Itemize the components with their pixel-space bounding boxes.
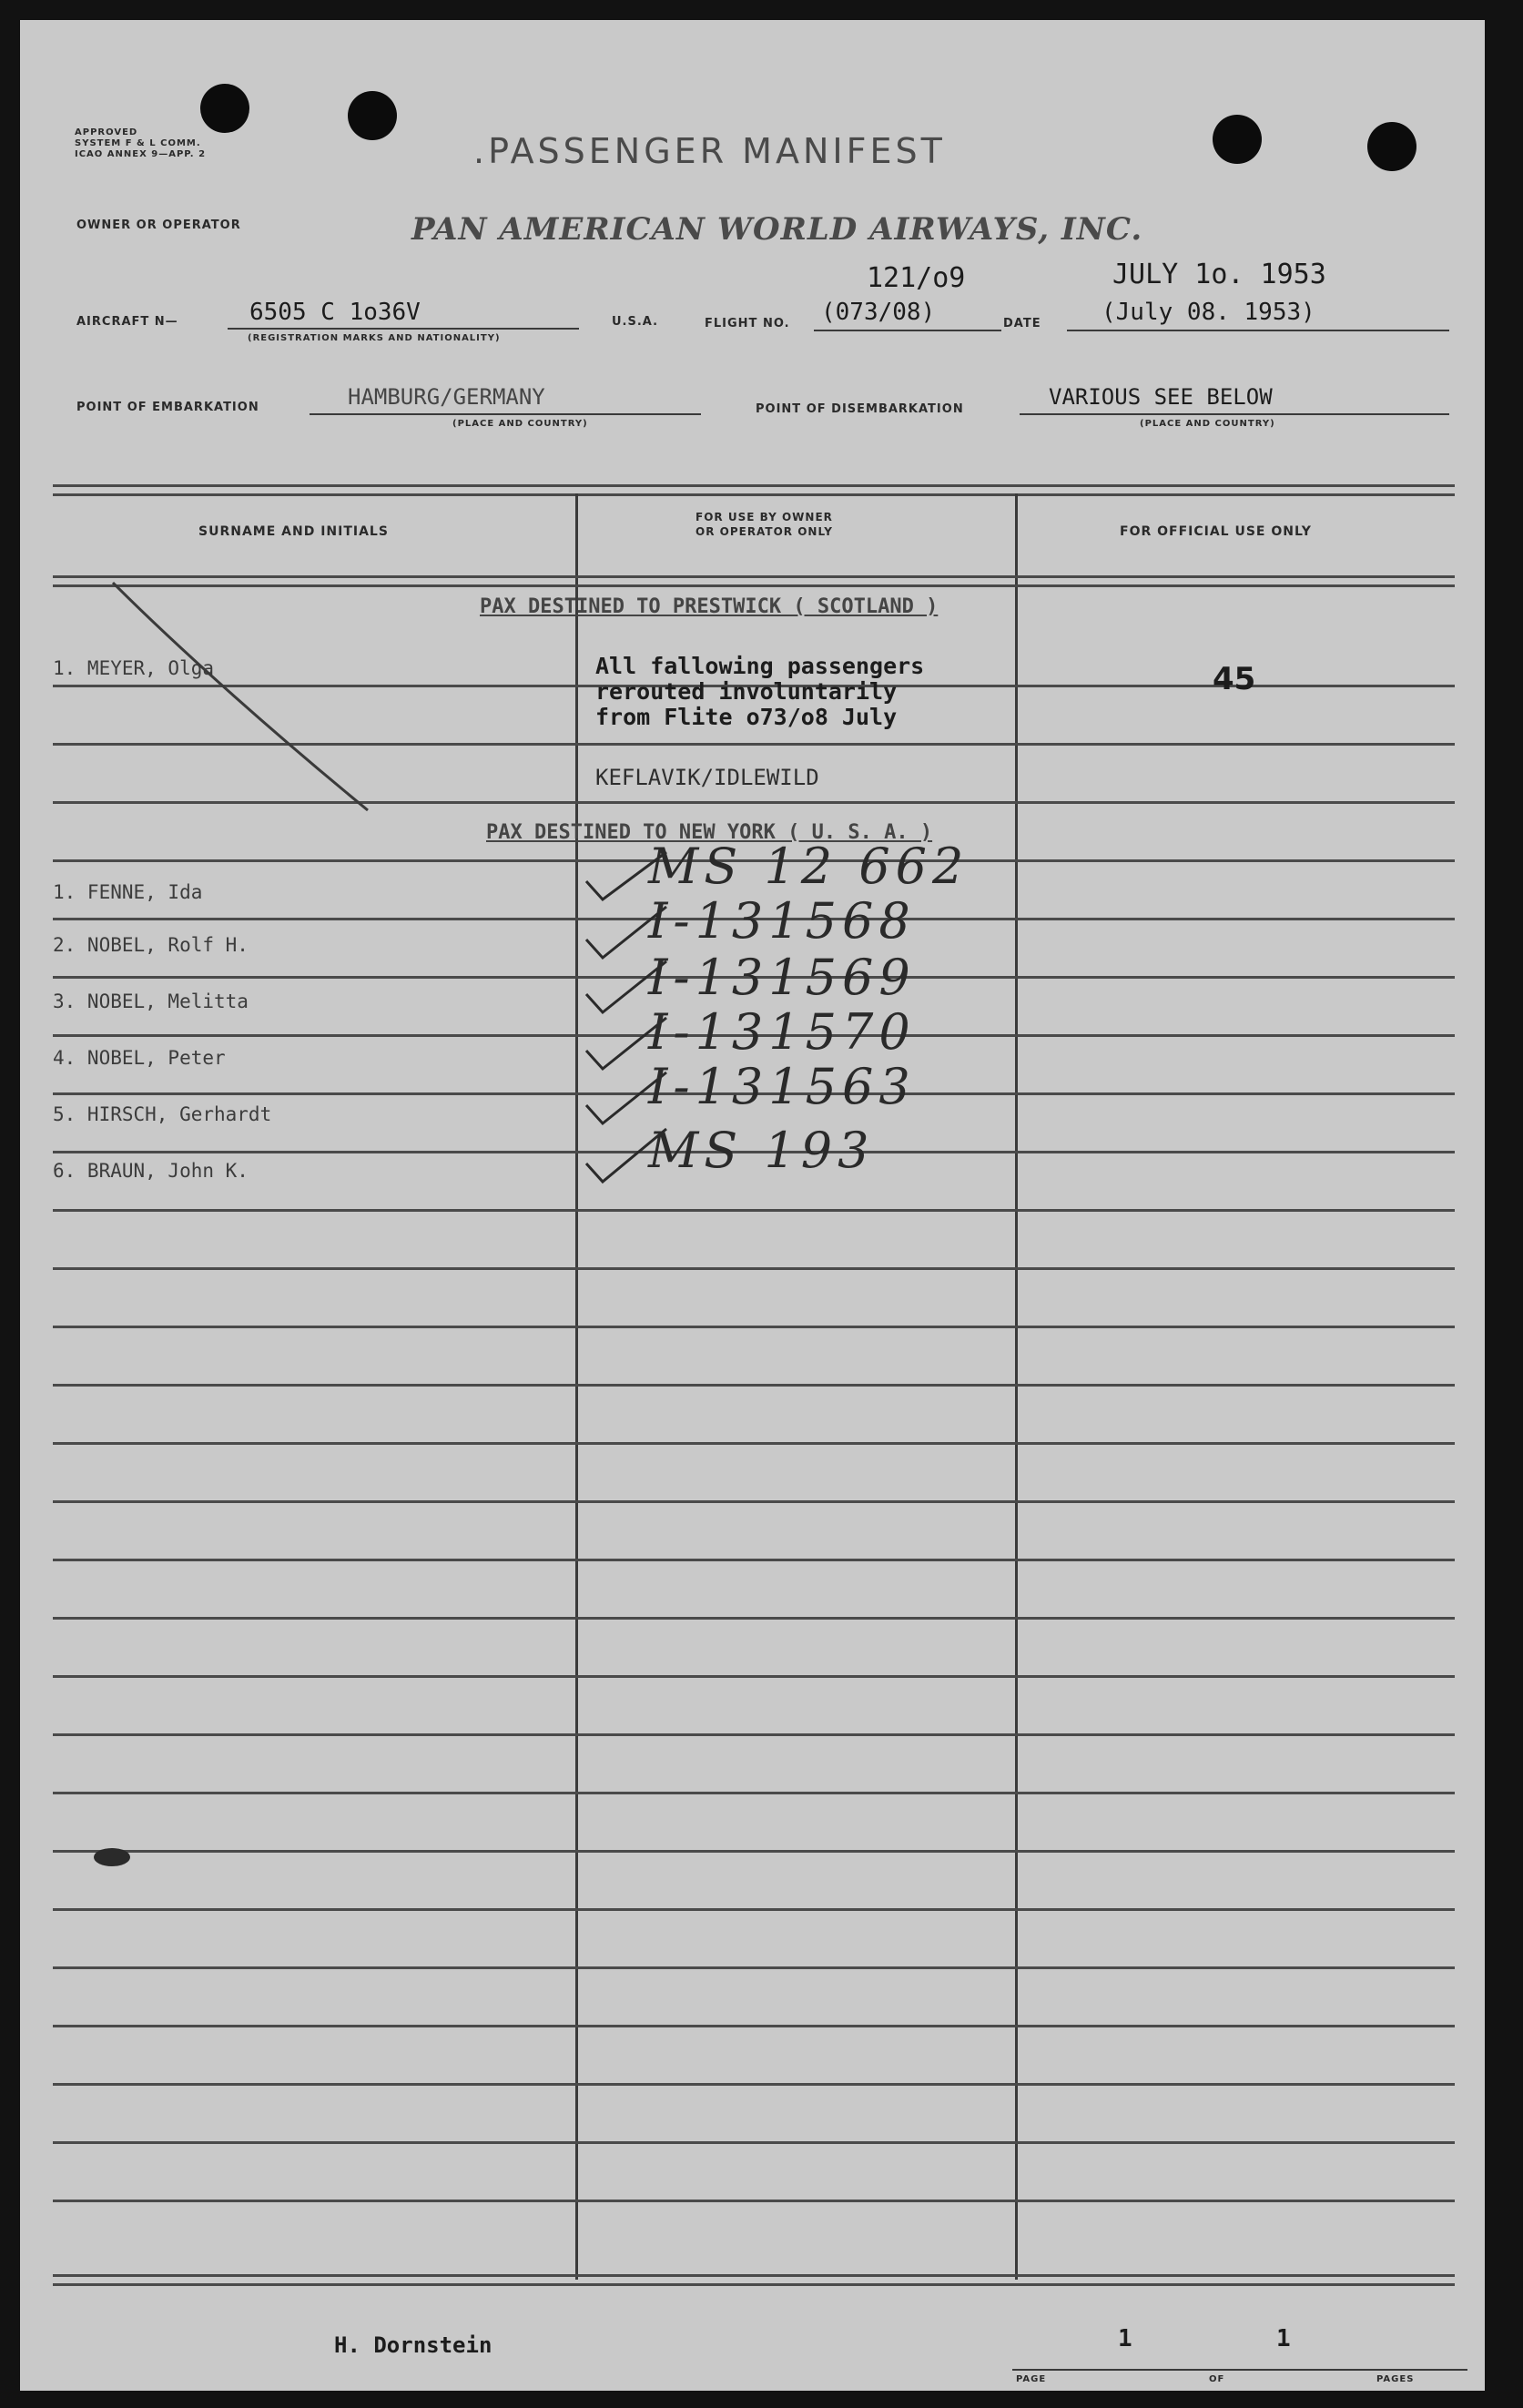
usa-label: U.S.A. [612, 315, 659, 329]
operator-column-header [696, 510, 833, 539]
date-previous: (July 08. 1953) [1102, 299, 1315, 326]
flight-date: JULY 1o. 1953 [1112, 259, 1326, 290]
disembarkation-label: POINT OF DISEMBARKATION [756, 402, 964, 416]
passenger-name: 1. FENNE, Ida [53, 881, 203, 903]
flight-number-previous: (073/08) [821, 299, 936, 326]
punch-hole [1367, 122, 1416, 171]
of-label: OF [1209, 2374, 1225, 2384]
page-title: .PASSENGER MANIFEST [473, 131, 946, 171]
section-heading-new-york: PAX DESTINED TO NEW YORK ( U. S. A. ) [486, 821, 933, 844]
date-label: DATE [1003, 317, 1041, 330]
embarkation-label: POINT OF EMBARKATION [76, 401, 259, 414]
cancel-strike-mark [102, 572, 393, 827]
reroute-note [595, 654, 924, 730]
pages-label: PAGES [1376, 2374, 1415, 2384]
reroute-note-line: rerouted involuntarily [595, 678, 898, 705]
aircraft-value: 6505 C 1o36V [249, 299, 421, 326]
disembarkation-caption: (PLACE AND COUNTRY) [1140, 419, 1275, 429]
registration-caption: (REGISTRATION MARKS AND NATIONALITY) [248, 333, 501, 343]
check-marks [579, 839, 679, 1204]
passenger-name: 4. NOBEL, Peter [53, 1047, 226, 1069]
page-number: 1 [1118, 2325, 1132, 2352]
aircraft-label: AIRCRAFT N— [76, 315, 178, 329]
punch-hole [200, 84, 249, 133]
owner-label: OWNER OR OPERATOR [76, 218, 241, 232]
approval-line: ICAO ANNEX 9—APP. 2 [75, 149, 207, 159]
official-column-header: FOR OFFICIAL USE ONLY [1120, 524, 1312, 539]
official-number: 45 [1213, 661, 1256, 697]
passenger-name: 2. NOBEL, Rolf H. [53, 934, 249, 956]
flight-label: FLIGHT NO. [705, 317, 790, 330]
passenger-name: 3. NOBEL, Melitta [53, 991, 249, 1012]
section-heading-prestwick: PAX DESTINED TO PRESTWICK ( SCOTLAND ) [480, 595, 939, 618]
embarkation-caption: (PLACE AND COUNTRY) [452, 419, 588, 429]
manifest-page [20, 20, 1485, 2391]
page-label: PAGE [1016, 2374, 1047, 2384]
approval-line: SYSTEM F & L COMM. [75, 138, 201, 148]
punch-hole [348, 91, 397, 140]
passenger-name-cancelled: 1. MEYER, Olga [53, 657, 215, 679]
passenger-document: I-131570 [648, 1003, 916, 1061]
passenger-document: MS 193 [648, 1122, 875, 1179]
passenger-document: I-131568 [648, 892, 916, 950]
reroute-note-line: from Flite o73/o8 July [595, 704, 898, 730]
route: KEFLAVIK/IDLEWILD [595, 765, 819, 790]
approval-stamp [75, 127, 206, 160]
operator-column-header-line: FOR USE BY OWNER [696, 511, 833, 523]
disembarkation-value: VARIOUS SEE BELOW [1049, 384, 1273, 410]
passenger-document: I-131563 [648, 1058, 916, 1115]
punch-hole [1213, 115, 1262, 164]
passenger-name: 5. HIRSCH, Gerhardt [53, 1103, 272, 1125]
passenger-document: MS 12 662 [648, 838, 970, 895]
operator-column-header-line: OR OPERATOR ONLY [696, 525, 833, 538]
signature: H. Dornstein [334, 2332, 492, 2358]
flight-number: 121/o9 [867, 262, 966, 294]
owner-value: PAN AMERICAN WORLD AIRWAYS, INC. [411, 211, 1143, 248]
passenger-document: I-131569 [648, 949, 916, 1006]
total-pages: 1 [1276, 2325, 1291, 2352]
ink-smudge [89, 1841, 135, 1874]
surname-column-header: SURNAME AND INITIALS [198, 524, 389, 539]
approval-line: APPROVED [75, 127, 138, 137]
embarkation-value: HAMBURG/GERMANY [348, 384, 545, 410]
passenger-name: 6. BRAUN, John K. [53, 1160, 249, 1182]
reroute-note-line: All fallowing passengers [595, 653, 925, 679]
